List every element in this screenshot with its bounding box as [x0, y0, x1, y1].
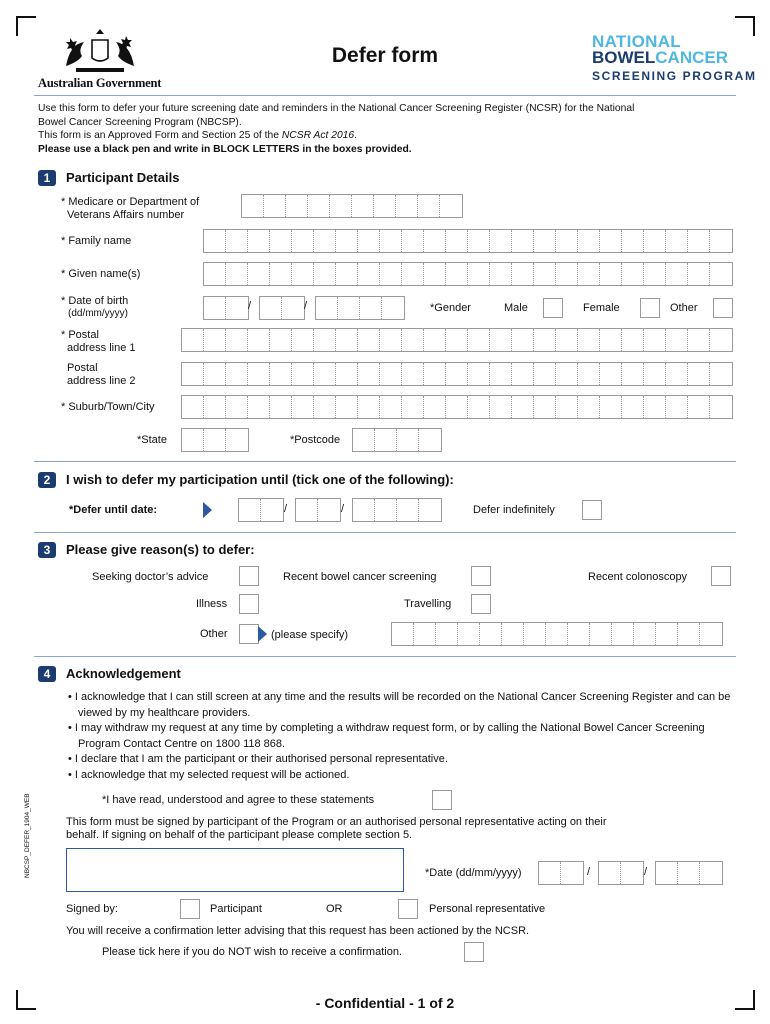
acknowledgement-item: • I acknowledge that I can still screen at any time and the results will be recorded on the National Cancer Screening Register and can be viewed by my healthcare providers.	[68, 691, 731, 719]
character-box[interactable]	[710, 329, 732, 351]
no-confirmation-checkbox[interactable]	[464, 942, 484, 962]
given-names-label: * Given name(s)	[61, 268, 141, 280]
character-box[interactable]	[556, 396, 578, 418]
signed-by-label: Signed by:	[66, 903, 118, 915]
character-box[interactable]	[375, 499, 397, 521]
reason-travelling-label: Travelling	[404, 598, 452, 610]
character-box[interactable]	[374, 195, 396, 217]
agree-statement-label: *I have read, understood and agree to these statements	[102, 794, 375, 806]
character-box[interactable]	[644, 263, 666, 285]
character-box[interactable]	[578, 363, 600, 385]
acknowledgement-item: • I may withdraw my request at any time by completing a withdraw request form, or by calling the National Bowel Cancer Screening Program Contact Centre on 1800 118 868.	[68, 722, 705, 750]
coat-of-arms-icon	[62, 26, 138, 76]
page-title: Defer form	[331, 44, 439, 67]
signature-month-input[interactable]	[598, 861, 644, 885]
character-box[interactable]	[402, 363, 424, 385]
suburb-input[interactable]	[181, 395, 733, 419]
character-box[interactable]	[360, 297, 382, 319]
character-box[interactable]	[392, 623, 414, 645]
character-box[interactable]	[264, 195, 286, 217]
postal-line-2-label	[67, 362, 136, 387]
character-box[interactable]	[678, 862, 700, 884]
character-box[interactable]	[318, 499, 340, 521]
reason-other-checkbox[interactable]	[239, 624, 259, 644]
character-box[interactable]	[270, 230, 292, 252]
dob-day-input[interactable]	[203, 296, 252, 320]
character-box[interactable]	[204, 297, 226, 319]
character-box[interactable]	[353, 429, 375, 451]
character-box[interactable]	[622, 263, 644, 285]
character-box[interactable]	[490, 263, 512, 285]
signed-by-or-label: OR	[326, 903, 343, 915]
defer-indefinitely-checkbox[interactable]	[582, 500, 602, 520]
signature-day-input[interactable]	[538, 861, 584, 885]
character-box[interactable]	[688, 396, 710, 418]
character-box[interactable]	[688, 230, 710, 252]
defer-date-slash-2: /	[341, 503, 345, 515]
section-1-divider	[34, 461, 736, 462]
character-box[interactable]	[512, 363, 534, 385]
signature-note-line-1: This form must be signed by participant of the Program or an authorised personal representative acting on their	[66, 816, 607, 828]
character-box[interactable]	[380, 363, 402, 385]
character-box[interactable]	[204, 230, 226, 252]
character-box[interactable]	[292, 396, 314, 418]
character-box[interactable]	[358, 396, 380, 418]
postcode-label: *Postcode	[290, 434, 341, 446]
character-box[interactable]	[358, 363, 380, 385]
signature-date-label: *Date (dd/mm/yyyy)	[425, 867, 522, 879]
character-box[interactable]	[458, 623, 480, 645]
character-box[interactable]	[380, 230, 402, 252]
character-box[interactable]	[402, 263, 424, 285]
character-box[interactable]	[261, 499, 283, 521]
character-box[interactable]	[590, 623, 612, 645]
character-box[interactable]	[204, 429, 226, 451]
reason-illness-label: Illness	[196, 598, 228, 610]
logo-line-screening-program: SCREENING PROGRAM	[592, 69, 757, 83]
section-2-divider	[34, 532, 736, 533]
character-box[interactable]	[204, 263, 226, 285]
other-reason-input[interactable]	[391, 622, 723, 646]
date-of-birth-format: (dd/mm/yyyy)	[68, 308, 128, 319]
character-box[interactable]	[578, 329, 600, 351]
character-box[interactable]	[666, 230, 688, 252]
character-box[interactable]	[656, 862, 678, 884]
postal-line-1-label-a: * Postal	[61, 329, 99, 341]
medicare-label-line-2: Veterans Affairs number	[67, 208, 185, 221]
form-id-vertical: NBCSP_DEFER_1904_WEB	[24, 793, 31, 878]
arrow-right-icon	[258, 626, 267, 642]
character-box[interactable]	[314, 363, 336, 385]
character-box[interactable]	[568, 623, 590, 645]
intro-line-3	[38, 129, 728, 143]
character-box[interactable]	[688, 363, 710, 385]
signed-by-representative-checkbox[interactable]	[398, 899, 418, 919]
character-box[interactable]	[666, 396, 688, 418]
character-box[interactable]	[182, 429, 204, 451]
character-box[interactable]	[622, 329, 644, 351]
character-box[interactable]	[358, 263, 380, 285]
character-box[interactable]	[556, 263, 578, 285]
character-box[interactable]	[700, 623, 722, 645]
character-box[interactable]	[308, 195, 330, 217]
character-box[interactable]	[248, 230, 270, 252]
gender-other-checkbox[interactable]	[713, 298, 733, 318]
postal-line-2-label-b: address line 2	[67, 374, 136, 387]
reason-illness-checkbox[interactable]	[239, 594, 259, 614]
character-box[interactable]	[260, 297, 282, 319]
character-box[interactable]	[688, 263, 710, 285]
character-box[interactable]	[468, 329, 490, 351]
section-3-divider	[34, 656, 736, 657]
character-box[interactable]	[380, 396, 402, 418]
character-box[interactable]	[314, 263, 336, 285]
character-box[interactable]	[490, 396, 512, 418]
character-box[interactable]	[490, 363, 512, 385]
section-3-title: Please give reason(s) to defer:	[66, 542, 255, 557]
character-box[interactable]	[314, 329, 336, 351]
character-box[interactable]	[578, 230, 600, 252]
character-box[interactable]	[270, 363, 292, 385]
reason-other-label: Other	[200, 628, 228, 640]
character-box[interactable]	[534, 363, 556, 385]
character-box[interactable]	[375, 429, 397, 451]
character-box[interactable]	[380, 263, 402, 285]
character-box[interactable]	[556, 329, 578, 351]
character-box[interactable]	[424, 263, 446, 285]
character-box[interactable]	[688, 329, 710, 351]
character-box[interactable]	[634, 623, 656, 645]
character-box[interactable]	[666, 329, 688, 351]
character-box[interactable]	[678, 623, 700, 645]
character-box[interactable]	[600, 363, 622, 385]
defer-date-slash-1: /	[284, 503, 288, 515]
character-box[interactable]	[402, 396, 424, 418]
character-box[interactable]	[512, 329, 534, 351]
character-box[interactable]	[612, 623, 634, 645]
character-box[interactable]	[286, 195, 308, 217]
signed-by-representative-label: Personal representative	[429, 903, 546, 915]
character-box[interactable]	[358, 329, 380, 351]
character-box[interactable]	[314, 230, 336, 252]
postal-line-1-label	[61, 329, 136, 354]
character-box[interactable]	[561, 862, 583, 884]
character-box[interactable]	[292, 363, 314, 385]
intro-text	[38, 102, 728, 156]
logo-line-national: NATIONAL	[592, 32, 681, 51]
gender-other-label: Other	[670, 302, 698, 314]
character-box[interactable]	[436, 623, 458, 645]
character-box[interactable]	[446, 263, 468, 285]
section-4-title: Acknowledgement	[66, 666, 181, 681]
character-box[interactable]	[316, 297, 338, 319]
signature-note-line-2: behalf. If signing on behalf of the participant please complete section 5.	[66, 828, 413, 841]
please-specify-label: (please specify)	[271, 629, 349, 641]
gender-female-label: Female	[583, 302, 620, 314]
defer-year-input[interactable]	[352, 498, 442, 522]
character-box[interactable]	[424, 363, 446, 385]
character-box[interactable]	[296, 499, 318, 521]
character-box[interactable]	[644, 396, 666, 418]
crop-mark-top-left	[16, 16, 36, 36]
character-box[interactable]	[239, 499, 261, 521]
state-label: *State	[137, 434, 167, 446]
character-box[interactable]	[534, 263, 556, 285]
character-box[interactable]	[314, 396, 336, 418]
section-1-title: Participant Details	[66, 170, 180, 185]
character-box[interactable]	[502, 623, 524, 645]
character-box[interactable]	[226, 396, 248, 418]
character-box[interactable]	[182, 396, 204, 418]
character-box[interactable]	[292, 230, 314, 252]
arrow-right-icon	[203, 502, 212, 518]
acknowledgement-list	[66, 690, 736, 783]
character-box[interactable]	[556, 230, 578, 252]
header-divider	[34, 95, 736, 96]
postal-line-1-label-b: address line 1	[67, 341, 136, 354]
character-box[interactable]	[539, 862, 561, 884]
character-box[interactable]	[424, 329, 446, 351]
postal-address-line-2-input[interactable]	[181, 362, 733, 386]
character-box[interactable]	[182, 329, 204, 351]
character-box[interactable]	[424, 396, 446, 418]
page-footer: - Confidential - 1 of 2	[315, 995, 455, 1011]
character-box[interactable]	[353, 499, 375, 521]
character-box[interactable]	[330, 195, 352, 217]
character-box[interactable]	[248, 363, 270, 385]
character-box[interactable]	[534, 329, 556, 351]
character-box[interactable]	[397, 499, 419, 521]
character-box[interactable]	[446, 396, 468, 418]
character-box[interactable]	[358, 230, 380, 252]
character-box[interactable]	[338, 297, 360, 319]
character-box[interactable]	[578, 263, 600, 285]
postal-address-line-1-input[interactable]	[181, 328, 733, 352]
character-box[interactable]	[402, 230, 424, 252]
character-box[interactable]	[622, 396, 644, 418]
reason-travelling-checkbox[interactable]	[471, 594, 491, 614]
character-box[interactable]	[226, 263, 248, 285]
character-box[interactable]	[666, 363, 688, 385]
character-box[interactable]	[600, 263, 622, 285]
character-box[interactable]	[600, 230, 622, 252]
character-box[interactable]	[546, 623, 568, 645]
character-box[interactable]	[578, 396, 600, 418]
character-box[interactable]	[600, 396, 622, 418]
section-2-title: I wish to defer my participation until (tick one of the following):	[66, 472, 454, 487]
character-box[interactable]	[446, 230, 468, 252]
family-name-input[interactable]	[203, 229, 733, 253]
character-box[interactable]	[248, 263, 270, 285]
signed-by-participant-checkbox[interactable]	[180, 899, 200, 919]
character-box[interactable]	[270, 396, 292, 418]
character-box[interactable]	[440, 195, 462, 217]
medicare-label-line-1: * Medicare or Department of	[61, 196, 200, 208]
character-box[interactable]	[226, 297, 248, 319]
character-box[interactable]	[710, 396, 732, 418]
character-box[interactable]	[480, 623, 502, 645]
gender-male-label: Male	[504, 302, 528, 314]
character-box[interactable]	[524, 623, 546, 645]
character-box[interactable]	[534, 396, 556, 418]
character-box[interactable]	[242, 195, 264, 217]
acknowledgement-item: • I acknowledge that my selected request will be actioned.	[68, 768, 350, 781]
gender-label: *Gender	[430, 302, 471, 314]
intro-line-3-pre: This form is an Approved Form and Section 25 of the	[38, 130, 282, 141]
character-box[interactable]	[380, 329, 402, 351]
medicare-label	[61, 196, 199, 221]
character-box[interactable]	[414, 623, 436, 645]
character-box[interactable]	[556, 363, 578, 385]
logo-cancer-text: CANCER	[655, 48, 729, 67]
reason-colonoscopy-label: Recent colonoscopy	[588, 571, 688, 583]
medicare-number-input[interactable]	[241, 194, 463, 218]
character-box[interactable]	[226, 329, 248, 351]
dob-year-input[interactable]	[315, 296, 405, 320]
reason-doctor-checkbox[interactable]	[239, 566, 259, 586]
character-box[interactable]	[424, 230, 446, 252]
crop-mark-top-right	[735, 16, 755, 36]
defer-until-label: *Defer until date:	[69, 504, 158, 516]
section-2-number: 2	[38, 472, 56, 488]
character-box[interactable]	[336, 230, 358, 252]
character-box[interactable]	[292, 329, 314, 351]
character-box[interactable]	[270, 263, 292, 285]
dob-month-input[interactable]	[259, 296, 308, 320]
character-box[interactable]	[419, 429, 441, 451]
section-1-number: 1	[38, 170, 56, 186]
character-box[interactable]	[710, 363, 732, 385]
date-of-birth-label: * Date of birth	[61, 295, 129, 307]
character-box[interactable]	[336, 263, 358, 285]
signature-year-input[interactable]	[655, 861, 723, 885]
character-box[interactable]	[534, 230, 556, 252]
logo-line-bowel-cancer	[592, 49, 728, 66]
character-box[interactable]	[710, 263, 732, 285]
postal-line-2-label-a: Postal	[67, 362, 98, 374]
character-box[interactable]	[666, 263, 688, 285]
character-box[interactable]	[468, 230, 490, 252]
character-box[interactable]	[397, 429, 419, 451]
character-box[interactable]	[656, 623, 678, 645]
character-box[interactable]	[700, 862, 722, 884]
character-box[interactable]	[248, 329, 270, 351]
intro-line-2: Bowel Cancer Screening Program (NBCSP).	[38, 116, 242, 128]
character-box[interactable]	[204, 329, 226, 351]
signature-date-slash-1: /	[587, 866, 591, 878]
signature-date-slash-2: /	[644, 866, 648, 878]
character-box[interactable]	[468, 263, 490, 285]
character-box[interactable]	[644, 363, 666, 385]
section-3-number: 3	[38, 542, 56, 558]
character-box[interactable]	[270, 329, 292, 351]
confirmation-letter-note: You will receive a confirmation letter advising that this request has been actioned by the NCSR.	[66, 925, 530, 937]
reason-bowel-screening-label: Recent bowel cancer screening	[283, 571, 437, 583]
reason-doctor-label: Seeking doctor’s advice	[92, 571, 209, 583]
logo-bowel-text: BOWEL	[592, 48, 656, 67]
australian-government-label: Australian Government	[38, 76, 162, 90]
intro-line-3-post: .	[354, 130, 358, 141]
signature-note	[66, 816, 736, 841]
intro-act-name: NCSR Act 2016	[281, 130, 355, 141]
intro-line-1: Use this form to defer your future screening date and reminders in the National Cancer Screening Register (NCSR) for the National	[38, 103, 635, 114]
character-box[interactable]	[622, 363, 644, 385]
character-box[interactable]	[226, 363, 248, 385]
defer-day-input[interactable]	[238, 498, 284, 522]
character-box[interactable]	[204, 396, 226, 418]
character-box[interactable]	[512, 263, 534, 285]
character-box[interactable]	[419, 499, 441, 521]
defer-indefinitely-label: Defer indefinitely	[473, 504, 555, 516]
given-names-input[interactable]	[203, 262, 733, 286]
character-box[interactable]	[226, 429, 248, 451]
character-box[interactable]	[600, 329, 622, 351]
family-name-label: * Family name	[61, 235, 132, 247]
character-box[interactable]	[292, 263, 314, 285]
signed-by-participant-label: Participant	[210, 903, 262, 915]
character-box[interactable]	[248, 396, 270, 418]
gender-female-checkbox[interactable]	[640, 298, 660, 318]
character-box[interactable]	[226, 230, 248, 252]
signature-box[interactable]	[66, 848, 404, 892]
character-box[interactable]	[599, 862, 621, 884]
postcode-input[interactable]	[352, 428, 442, 452]
intro-line-4: Please use a black pen and write in BLOCK LETTERS in the boxes provided.	[38, 143, 412, 155]
gender-male-checkbox[interactable]	[543, 298, 563, 318]
character-box[interactable]	[621, 862, 643, 884]
acknowledgement-item: • I declare that I am the participant or their authorised personal representative.	[68, 753, 448, 765]
character-box[interactable]	[382, 297, 404, 319]
character-box[interactable]	[644, 230, 666, 252]
dob-slash-1: /	[248, 300, 252, 312]
character-box[interactable]	[336, 363, 358, 385]
suburb-label: * Suburb/Town/City	[61, 401, 155, 413]
character-box[interactable]	[468, 396, 490, 418]
reason-bowel-screening-checkbox[interactable]	[471, 566, 491, 586]
section-4-number: 4	[38, 666, 56, 682]
character-box[interactable]	[644, 329, 666, 351]
character-box[interactable]	[490, 230, 512, 252]
no-confirmation-label: Please tick here if you do NOT wish to receive a confirmation.	[102, 946, 402, 958]
character-box[interactable]	[446, 329, 468, 351]
character-box[interactable]	[490, 329, 512, 351]
character-box[interactable]	[446, 363, 468, 385]
character-box[interactable]	[512, 396, 534, 418]
character-box[interactable]	[336, 396, 358, 418]
character-box[interactable]	[512, 230, 534, 252]
state-input[interactable]	[181, 428, 249, 452]
character-box[interactable]	[396, 195, 418, 217]
character-box[interactable]	[282, 297, 304, 319]
character-box[interactable]	[182, 363, 204, 385]
reason-colonoscopy-checkbox[interactable]	[711, 566, 731, 586]
dob-slash-2: /	[304, 300, 308, 312]
character-box[interactable]	[352, 195, 374, 217]
character-box[interactable]	[418, 195, 440, 217]
agree-statement-checkbox[interactable]	[432, 790, 452, 810]
character-box[interactable]	[204, 363, 226, 385]
character-box[interactable]	[402, 329, 424, 351]
defer-month-input[interactable]	[295, 498, 341, 522]
character-box[interactable]	[622, 230, 644, 252]
character-box[interactable]	[468, 363, 490, 385]
character-box[interactable]	[710, 230, 732, 252]
character-box[interactable]	[336, 329, 358, 351]
